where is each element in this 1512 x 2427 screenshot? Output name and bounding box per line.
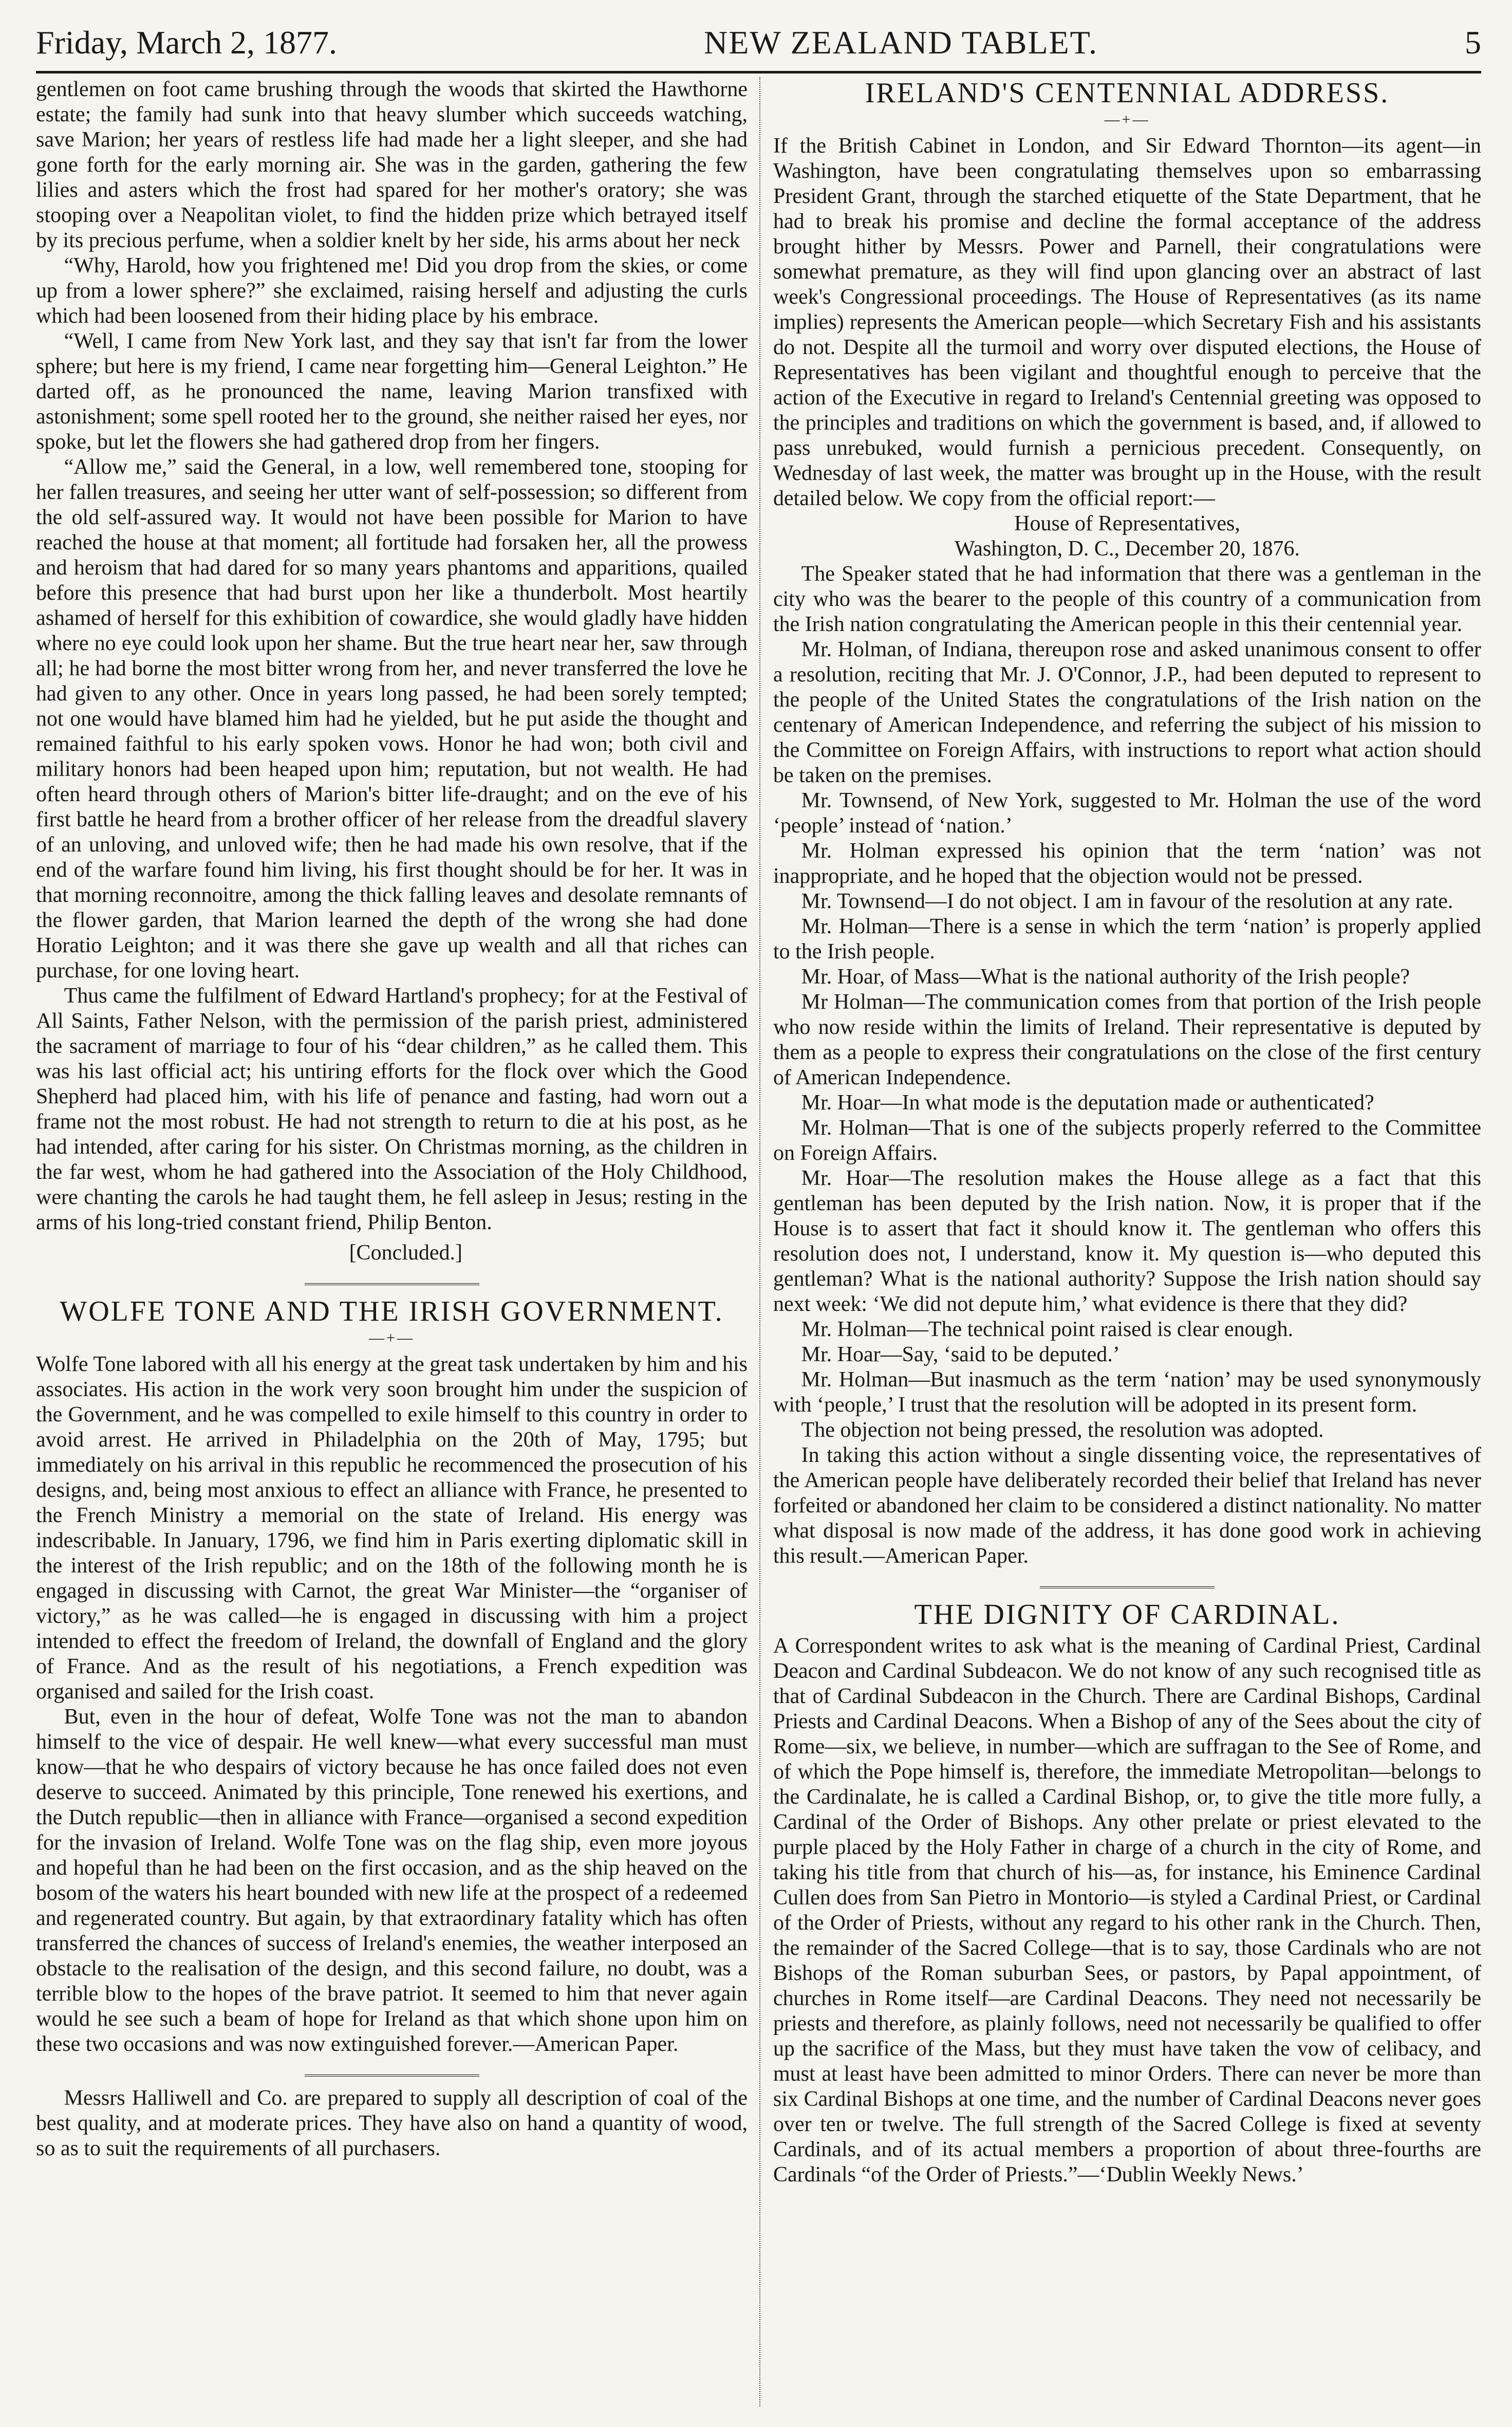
article-paragraph: A Correspondent writes to ask what is the meaning of Cardinal Priest, Cardinal Deacon and Cardinal Subdeacon. We do not know of any such recognised title as that of Cardinal Subdeacon in the Church. There are Cardinal Bishops, Cardinal Priests and Cardinal Deacons. When a Bishop of any of the Sees about the city of Rome—six, we believe, in number—which are suffragan to the See of Rome, and of which the Pope himself is, therefore, the immediate Metropolitan—belongs to the Cardinalate, he is called a Cardinal Bishop, or, to give the title more fully, a Cardinal of the Order of Bishops. Any other prelate or priest elevated to the purple placed by the Holy Father in charge of a church in the city of Rome, and taking his title from that church of his—as, for instance, his Eminence Cardinal Cullen does from San Pietro in Montorio—is styled a Cardinal Priest, or Cardinal of the Order of Priests, without any regard to his other rank in the Church. Then, the remainder of the Sacred College—that is to say, those Cardinals who are not Bishops of the Roman suburban Sees, or pastors, by Papal appointment, of churches in Rome itself—are Cardinal Deacons. They need not necessarily be priests and therefore, as plainly follows, need not necessarily be qualified to offer up the sacrifice of the Mass, but they must have taken the vow of celibacy, and must at least have been admitted to minor Orders. There can never be more than six Cardinal Bishops at one time, and the number of Cardinal Deacons never goes over ten or twelve. The full strength of the Sacred College is fixed at seventy Cardinals, and of its actual members a proportion of about three-fourths are Cardinals “of the Order of Priests.”—‘Dublin Weekly News.’: [773, 1634, 1481, 2187]
ornament-divider: —+—: [369, 1329, 415, 1346]
article-intro: If the British Cabinet in London, and Sir Edward Thornton—its agent—in Washington, have been congratulating themselves upon so embarrassing President Grant, through the starched etiquette of the State Department, that he had to break his promise and decline the formal acceptance of the address brought hither by Messrs. Power and Parnell, their congratulations were somewhat premature, as they will find upon glancing over an abstract of last week's Congressional proceedings. The House of Representatives (as its name implies) represents the American people—which Secretary Fish and his assistants do not. Despite all the turmoil and worry over disputed elections, the House of Representatives has been vigilant and thoughtful enough to perceive that the action of the Executive in regard to Ireland's Centennial greeting was opposed to the principles and traditions on which the government is based, and, if allowed to pass unrebuked, would furnish a pernicious precedent. Consequently, on Wednesday of last week, the matter was brought up in the House, with the result detailed below. We copy from the official report:—: [773, 134, 1481, 510]
report-paragraph: Mr. Hoar—The resolution makes the House allege as a fact that this gentleman has been deputed by the Irish nation. Now, it is proper that if the House is to assert that fact it should know it. The gentleman who offers this resolution does not, I understand, know it. My question is—who deputed this gentleman? What is the national authority? Suppose the Irish nation should say next week: ‘We did not depute him,’ what evidence is there that they did?: [773, 1166, 1481, 1316]
article-heading: WOLFE TONE AND THE IRISH GOVERNMENT.: [60, 1295, 724, 1327]
report-paragraph: Mr. Townsend, of New York, suggested to Mr. Holman the use of the word ‘people’ instead of ‘nation.’: [773, 789, 1481, 838]
report-paragraph: Mr. Townsend—I do not object. I am in favour of the resolution at any rate.: [801, 890, 1453, 913]
report-paragraph: Mr. Hoar—Say, ‘said to be deputed.’: [801, 1343, 1120, 1366]
story-paragraph: gentlemen on foot came brushing through the woods that skirted the Hawthorne estate; the family had sunk into that heavy slumber which succeeds watching, save Marion; her years of restless life had made her a light sleeper, and she had gone forth for the early morning air. She was in the garden, gathering the few lilies and asters which the frost had spared for her mother's oratory; she was stooping over a Neapolitan violet, to find the hidden prize which betrayed itself by its precious perfume, when a soldier knelt by her side, his arms about her neck: [36, 78, 748, 252]
page-number: 5: [1465, 24, 1481, 61]
serial-story: [36, 77, 748, 1266]
section-rule: [1040, 1586, 1215, 1588]
report-paragraph: The objection not being pressed, the resolution was adopted.: [801, 1418, 1324, 1442]
report-heading: House of Representatives,: [1014, 512, 1240, 535]
story-paragraph: “Well, I came from New York last, and they say that isn't far from the lower sphere; but here is my friend, I came near forgetting him—General Leighton.” He darted off, as he pronounced the name, leaving Marion transfixed with astonishment; some spell rooted her to the ground, she neither raised her eyes, nor spoke, but let the flowers she had gathered drop from her fingers.: [36, 329, 748, 454]
cardinal-article: [773, 1599, 1481, 2188]
story-paragraph: Thus came the fulfilment of Edward Hartland's prophecy; for at the Festival of All Saints, Father Nelson, with the permission of the parish priest, administered the sacrament of marriage to four of his “dear children,” as he called them. This was his last official act; his untiring efforts for the flock over which the Good Shepherd had placed him, with his life of penance and fasting, had worn out a frame not the most robust. He had not strength to return to die at his post, as he had intended, after caring for his sister. On Christmas morning, as the children in the far west, whom he had gathered into the Association of the Holy Childhood, were chanting the carols he had taught them, he fell asleep in Jesus; resting in the arms of his long-tried constant friend, Philip Benton.: [36, 984, 748, 1234]
report-paragraph: Mr. Hoar—In what mode is the deputation made or authenticated?: [801, 1091, 1374, 1115]
article-paragraph: Wolfe Tone labored with all his energy at the great task undertaken by him and his associates. His action in the work very soon brought him under the suspicion of the Government, and he was compelled to exile himself to this country in order to avoid arrest. He arrived in Philadelphia on the 20th of May, 1795; but immediately on his arrival in this republic he recommenced the prosecution of his designs, and, being most anxious to effect an alliance with France, he presented to the French Ministry a memorial on the state of Ireland. His energy was indescribable. In January, 1796, we find him in Paris exerting diplomatic skill in the interest of the Irish republic; and on the 18th of the following month he is engaged in discussing with Carnot, the great War Minister—the “organiser of victory,” as he was called—he is engaged in discussing with him a project intended to effect the freedom of Ireland, the downfall of England and the glory of France. And as the result of his negotiations, a French expedition was organised and sailed for the Irish coast.: [36, 1353, 748, 1703]
advert-text: Messrs Halliwell and Co. are prepared to supply all description of coal of the best quality, and at moderate prices. They have also on hand a quantity of wood, so as to suit the requirements of all purchasers.: [36, 2086, 748, 2160]
masthead: [36, 14, 1481, 73]
left-column: [36, 77, 748, 2406]
concluded-note: [Concluded.]: [349, 1241, 463, 1265]
coal-advert: [36, 2086, 748, 2161]
report-paragraph: Mr. Holman expressed his opinion that the term ‘nation’ was not inappropriate, and he hoped that the objection would not be pressed.: [773, 839, 1481, 888]
report-paragraph: In taking this action without a single dissenting voice, the representatives of the American people have deliberately recorded their belief that Ireland has never forfeited or abandoned her claim to be considered a distinct nationality. No matter what disposal is now made of the address, it has done good work in achieving this result.—American Paper.: [773, 1443, 1481, 1568]
issue-date: Friday, March 2, 1877.: [36, 24, 337, 61]
section-rule: [305, 1283, 479, 1285]
report-paragraph: Mr. Holman—That is one of the subjects properly referred to the Committee on Foreign Affairs.: [773, 1116, 1481, 1165]
article-heading: THE DIGNITY OF CARDINAL.: [914, 1599, 1340, 1631]
article-heading: IRELAND'S CENTENNIAL ADDRESS.: [865, 77, 1390, 109]
ornament-divider: —+—: [1104, 111, 1150, 128]
ireland-address-article: [773, 77, 1481, 1569]
article-paragraph: But, even in the hour of defeat, Wolfe Tone was not the man to abandon himself to the vice of despair. He well knew—what every successful man must know—that he who despairs of victory because he has once failed does not even deserve to succeed. Animated by this principle, Tone renewed his exertions, and the Dutch republic—then in alliance with France—organised a second expedition for the invasion of Ireland. Wolfe Tone was on the flag ship, even more joyous and hopeful than he had been on the first occasion, and as the ship heaved on the bosom of the waters his heart bounded with new life at the prospect of a redeemed and regenerated country. But again, by that extraordinary fatality which has often transferred the chances of success of Ireland's enemies, the weather interposed an obstacle to the realisation of the design, and this second failure, no doubt, was a terrible blow to the hopes of the brave patriot. It seemed to him that never again would he see such a beam of hope for Ireland as that which shone upon him on these two occasions and was now extinguished forever.—American Paper.: [36, 1705, 748, 2056]
newspaper-title: NEW ZEALAND TABLET.: [704, 24, 1098, 61]
report-paragraph: Mr. Holman—There is a sense in which the term ‘nation’ is properly applied to the Irish people.: [773, 915, 1481, 964]
report-paragraph: Mr Holman—The communication comes from that portion of the Irish people who now reside within the limits of Ireland. Their representative is deputed by them as a people to express their congratulations on the close of the first century of American Independence.: [773, 990, 1481, 1089]
report-paragraph: Mr. Holman—The technical point raised is clear enough.: [801, 1318, 1294, 1341]
column-divider: [759, 77, 760, 2406]
story-paragraph: “Allow me,” said the General, in a low, well remembered tone, stooping for her fallen treasures, and seeing her utter want of self-possession; so different from the old self-assured way. It would not have been possible for Marion to have reached the house at that moment; all fortitude had forsaken her, all the prowess and heroism that had dared for so many years phantoms and apparitions, quailed before this presence that had burst upon her like a thunderbolt. Most heartily ashamed of herself for this exhibition of cowardice, she would gladly have hidden where no eye could look upon her shame. But the true heart near her, saw through all; he had borne the most bitter wrong from her, and never transferred the love he had given to any other. Once in years long passed, he had been sorely tempted; not one would have blamed him had he yielded, but he put aside the thought and remained faithful to his early spoken vows. Honor he had won; both civil and military honors had been heaped upon him; reputation, but not wealth. He had often heard through others of Marion's bitter life-draught; and on the eve of his first battle he heard from a brother officer of her release from the dreadful slavery of an unloving, and unloved wife; then he had made his own resolve, that if the end of the warfare found him living, his first thought should be for her. It was in that morning reconnoitre, among the thick falling leaves and desolate remnants of the flower garden, that Marion learned the depth of the wrong she had done Horatio Leighton; and it was there she gave up wealth and all that riches can purchase, for one loving heart.: [36, 455, 748, 983]
story-paragraph: “Why, Harold, how you frightened me! Did you drop from the skies, or come up from a lower sphere?” she exclaimed, raising herself and adjusting the curls which had been loosened from their hiding place by his embrace.: [36, 254, 748, 328]
report-paragraph: The Speaker stated that he had information that there was a gentleman in the city who was the bearer to the people of this country of a communication from the Irish nation congratulating the American people in this their centennial year.: [773, 562, 1481, 636]
report-paragraph: Mr. Holman, of Indiana, thereupon rose and asked unanimous consent to offer a resolution, reciting that Mr. J. O'Connor, J.P., had been deputed to represent to the people of the United States the congratulations of the Irish nation on the centenary of American Independence, and referring the subject of his mission to the Committee on Foreign Affairs, with instructions to report what action should be taken on the premises.: [773, 638, 1481, 787]
report-paragraph: Mr. Holman—But inasmuch as the term ‘nation’ may be used synonymously with ‘people,’ I trust that the resolution will be adopted in its present form.: [773, 1368, 1481, 1417]
right-column: [773, 77, 1481, 2406]
wolfe-tone-article: [36, 1295, 748, 2057]
report-paragraph: Mr. Hoar, of Mass—What is the national authority of the Irish people?: [801, 965, 1410, 989]
section-rule: [305, 2074, 479, 2077]
report-dateline: Washington, D. C., December 20, 1876.: [955, 537, 1300, 561]
